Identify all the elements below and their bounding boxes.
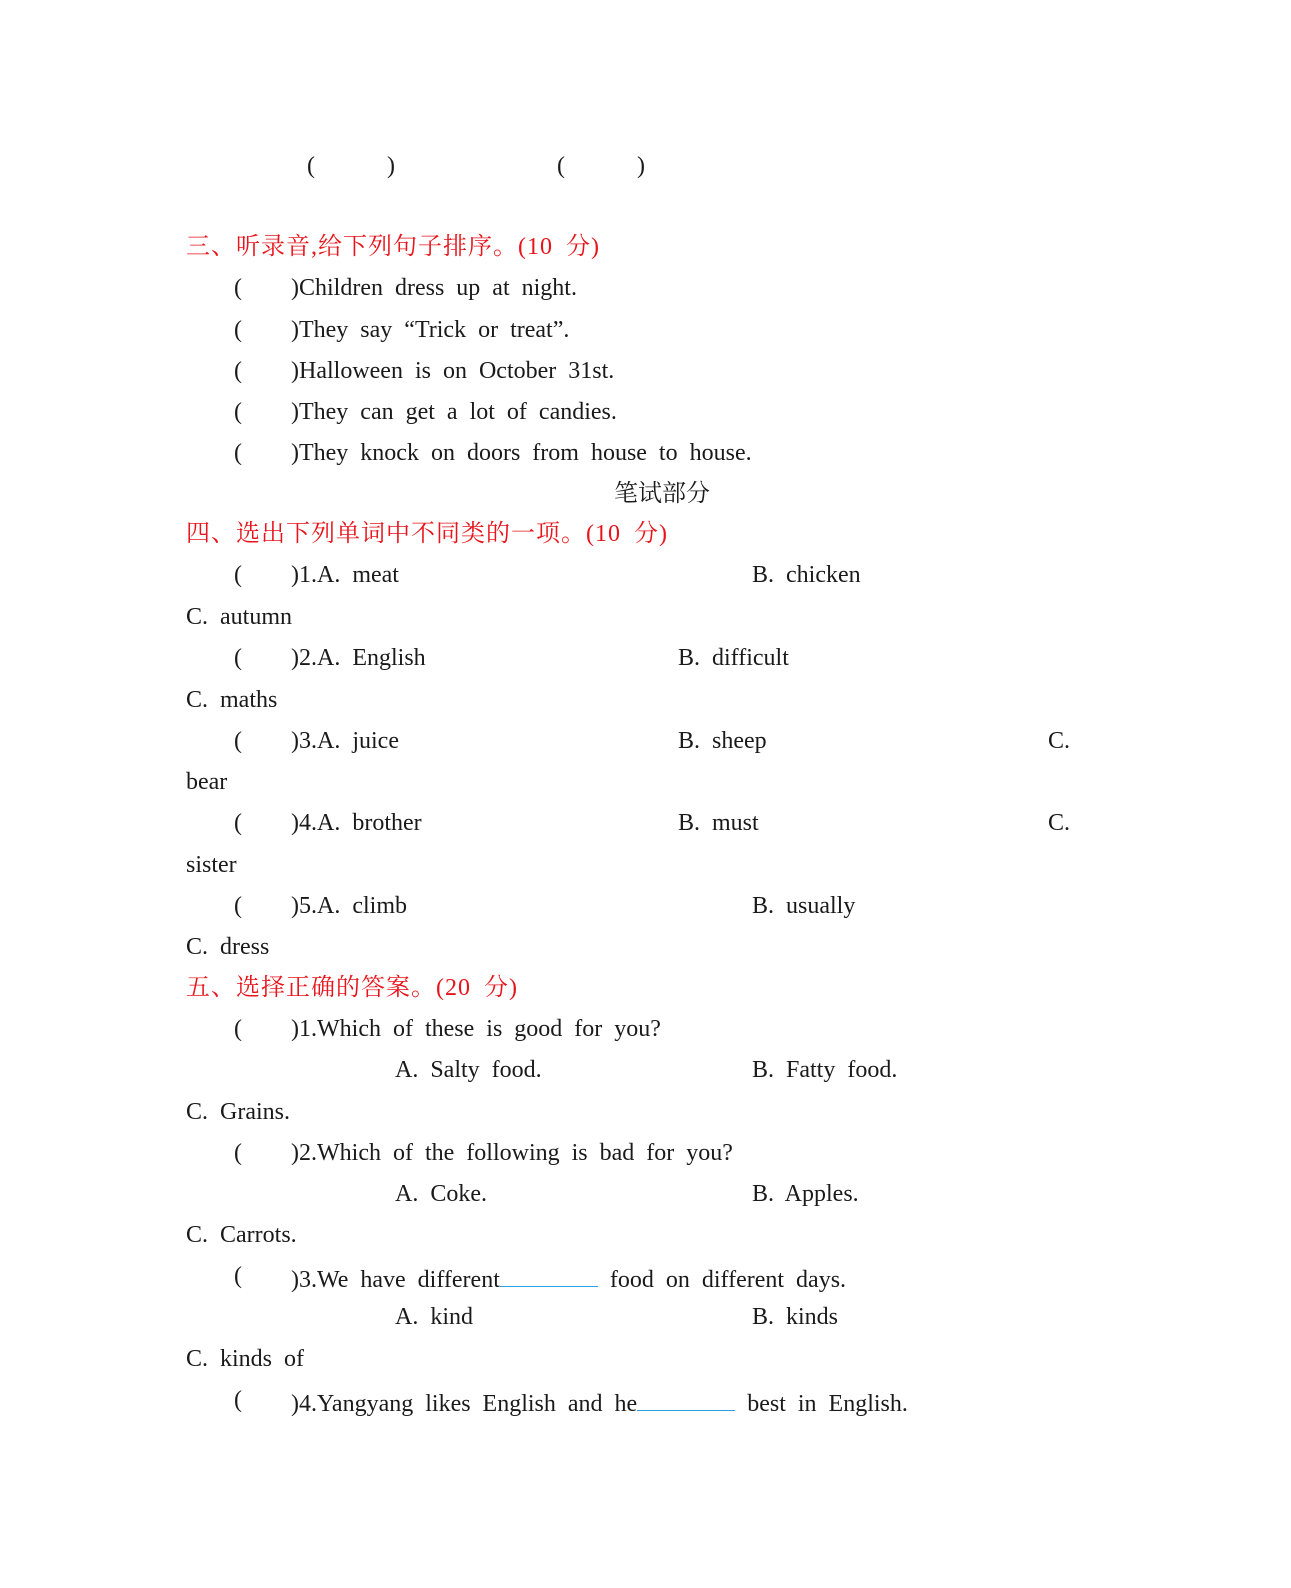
section5-heading: 五、选择正确的答案。(20 分) [186,975,518,1001]
section5-q2-option-a: A. Coke. [395,1181,487,1207]
section4-heading: 四、选出下列单词中不同类的一项。(10 分) [186,521,668,547]
section5-q2-option-c: C. Carrots. [186,1222,297,1248]
section5-q1-question: )1.Which of these is good for you? [291,1016,661,1042]
section3-item5-bracket[interactable]: ( [234,440,242,466]
section4-q3-option-c-label: C. [1048,728,1071,754]
section5-q4-question-end: best in English. [735,1391,908,1417]
section4-q4-bracket[interactable]: ( [234,810,242,836]
section5-q3-option-a: A. kind [395,1304,473,1330]
section4-q3-option-c-word: bear [186,769,228,795]
section5-q3-answer-blank[interactable] [500,1264,598,1287]
section5-q1-bracket[interactable]: ( [234,1016,242,1042]
section5-q4-answer-blank[interactable] [637,1388,735,1411]
section5-q3-bracket[interactable]: ( [234,1263,242,1289]
section4-q4-option-a: )4.A. brother [291,810,422,836]
section4-q4-option-b: B. must [678,810,759,836]
section5-q3-option-b: B. kinds [752,1304,839,1330]
section5-q3-question-end: food on different days. [597,1267,847,1293]
section3-item1-bracket[interactable]: ( [234,275,242,301]
section5-q1-option-a: A. Salty food. [395,1057,542,1083]
section3-item4-text: )They can get a lot of candies. [291,399,617,425]
section5-q4-question [291,1388,908,1416]
section5-q2-bracket[interactable]: ( [234,1140,242,1166]
section3-item3-bracket[interactable]: ( [234,358,242,384]
section5-q4-bracket[interactable]: ( [234,1387,242,1413]
section5-q3-question-start: )3.We have different [291,1267,500,1293]
section5-q3-option-c: C. kinds of [186,1346,305,1372]
section3-item4-bracket[interactable]: ( [234,399,242,425]
top-answer-bracket-left[interactable]: ( ) [307,153,395,179]
section3-item2-bracket[interactable]: ( [234,317,242,343]
section3-item3-text: )Halloween is on October 31st. [291,358,615,384]
section4-q2-option-a: )2.A. English [291,645,426,671]
section4-q2-bracket[interactable]: ( [234,645,242,671]
section4-q3-option-b: B. sheep [678,728,767,754]
section5-q4-question-start: )4.Yangyang likes English and he [291,1391,638,1417]
section4-q3-bracket[interactable]: ( [234,728,242,754]
section4-q2-option-c: C. maths [186,687,278,713]
written-part-title: 笔试部分 [614,481,710,507]
section3-item2-text: )They say “Trick or treat”. [291,317,570,343]
section5-q2-option-b: B. Apples. [752,1181,859,1207]
top-answer-bracket-right[interactable]: ( ) [557,153,645,179]
section4-q5-bracket[interactable]: ( [234,893,242,919]
section4-q5-option-c: C. dress [186,934,270,960]
section5-q2-question: )2.Which of the following is bad for you? [291,1140,733,1166]
section5-q1-option-c: C. Grains. [186,1099,290,1125]
section5-q3-question [291,1264,846,1292]
section4-q1-bracket[interactable]: ( [234,562,242,588]
section4-q1-option-a: )1.A. meat [291,562,399,588]
section3-item1-text: )Children dress up at night. [291,275,577,301]
section4-q1-option-c: C. autumn [186,604,292,630]
section3-item5-text: )They knock on doors from house to house. [291,440,752,466]
section4-q5-option-b: B. usually [752,893,856,919]
section5-q1-option-b: B. Fatty food. [752,1057,898,1083]
section4-q5-option-a: )5.A. climb [291,893,407,919]
section4-q4-option-c-word: sister [186,852,237,878]
section4-q1-option-b: B. chicken [752,562,861,588]
section4-q2-option-b: B. difficult [678,645,789,671]
section4-q3-option-a: )3.A. juice [291,728,399,754]
section3-heading: 三、听录音,给下列句子排序。(10 分) [186,234,600,260]
section4-q4-option-c-label: C. [1048,810,1071,836]
